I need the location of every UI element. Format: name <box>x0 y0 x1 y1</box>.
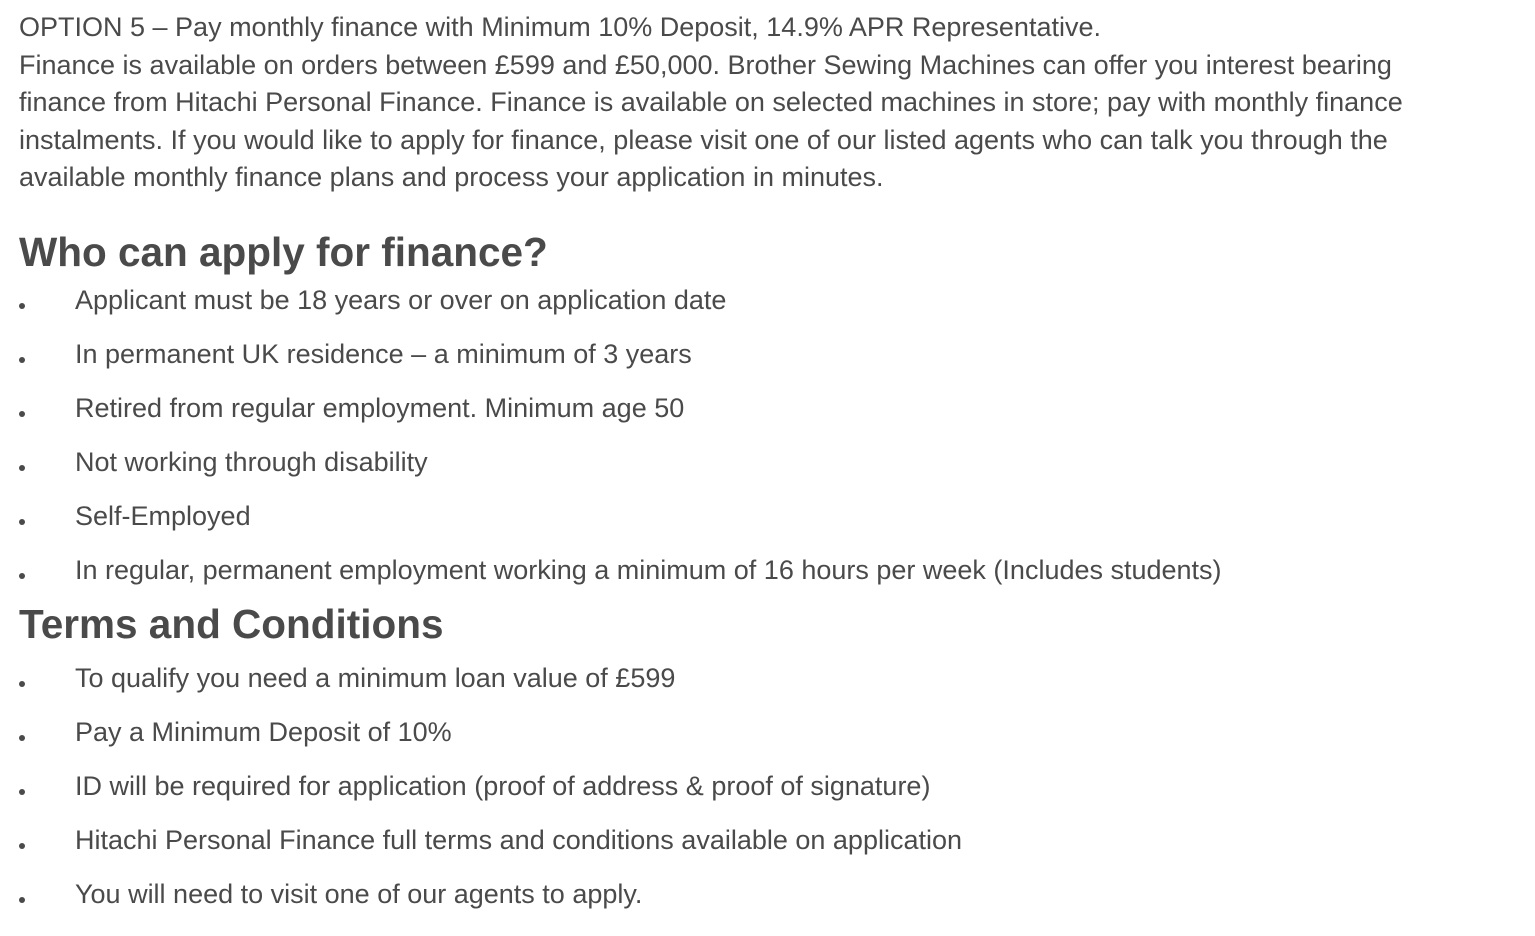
list-item <box>19 489 1524 543</box>
intro-line: instalments. If you would like to apply for finance, please visit one of our listed agents who can talk you through the <box>19 124 1388 155</box>
option-intro <box>19 9 1524 197</box>
list-item-text: Applicant must be 18 years or over on application date <box>75 285 727 315</box>
bullet-icon <box>19 465 25 471</box>
bullet-icon <box>19 411 25 417</box>
list-item <box>19 435 1524 489</box>
list-item-text: In regular, permanent employment working a minimum of 16 hours per week (Includes students) <box>75 555 1222 585</box>
intro-line: finance from Hitachi Personal Finance. Finance is available on selected machines in store; pay with monthly finance <box>19 87 1403 117</box>
list-item-text: Pay a Minimum Deposit of 10% <box>75 717 452 747</box>
list-item-text: Not working through disability <box>75 447 428 477</box>
option-title: OPTION 5 – Pay monthly finance with Minimum 10% Deposit, 14.9% APR Representative. <box>19 12 1101 42</box>
list-item <box>19 327 1524 381</box>
eligibility-heading: Who can apply for finance? <box>19 228 548 275</box>
bullet-icon <box>19 357 25 363</box>
terms-heading: Terms and Conditions <box>19 601 444 647</box>
list-item <box>19 381 1524 435</box>
bullet-icon <box>19 303 25 309</box>
bullet-icon <box>19 573 25 579</box>
list-item <box>19 867 1524 921</box>
list-item <box>19 759 1524 813</box>
terms-list <box>19 651 1524 921</box>
finance-content <box>19 9 1524 921</box>
list-item <box>19 705 1524 759</box>
bullet-icon <box>19 897 25 903</box>
intro-line: Finance is available on orders between £599 and £50,000. Brother Sewing Machines can offer you interest bearing <box>19 49 1392 80</box>
bullet-icon <box>19 735 25 741</box>
list-item <box>19 651 1524 705</box>
list-item-text: To qualify you need a minimum loan value of £599 <box>75 663 676 693</box>
list-item-text: Retired from regular employment. Minimum age 50 <box>75 393 685 423</box>
list-item-text: Hitachi Personal Finance full terms and conditions available on application <box>75 825 963 855</box>
list-item-text: ID will be required for application (proof of address & proof of signature) <box>75 771 931 801</box>
list-item-text: You will need to visit one of our agents to apply. <box>75 879 643 909</box>
bullet-icon <box>19 519 25 525</box>
bullet-icon <box>19 789 25 795</box>
list-item-text: Self-Employed <box>75 501 251 531</box>
list-item <box>19 543 1524 597</box>
list-item-text: In permanent UK residence – a minimum of 3 years <box>75 339 692 369</box>
eligibility-list <box>19 273 1524 597</box>
list-item <box>19 813 1524 867</box>
bullet-icon <box>19 681 25 687</box>
list-item <box>19 273 1524 327</box>
bullet-icon <box>19 843 25 849</box>
intro-line: available monthly finance plans and process your application in minutes. <box>19 162 884 192</box>
